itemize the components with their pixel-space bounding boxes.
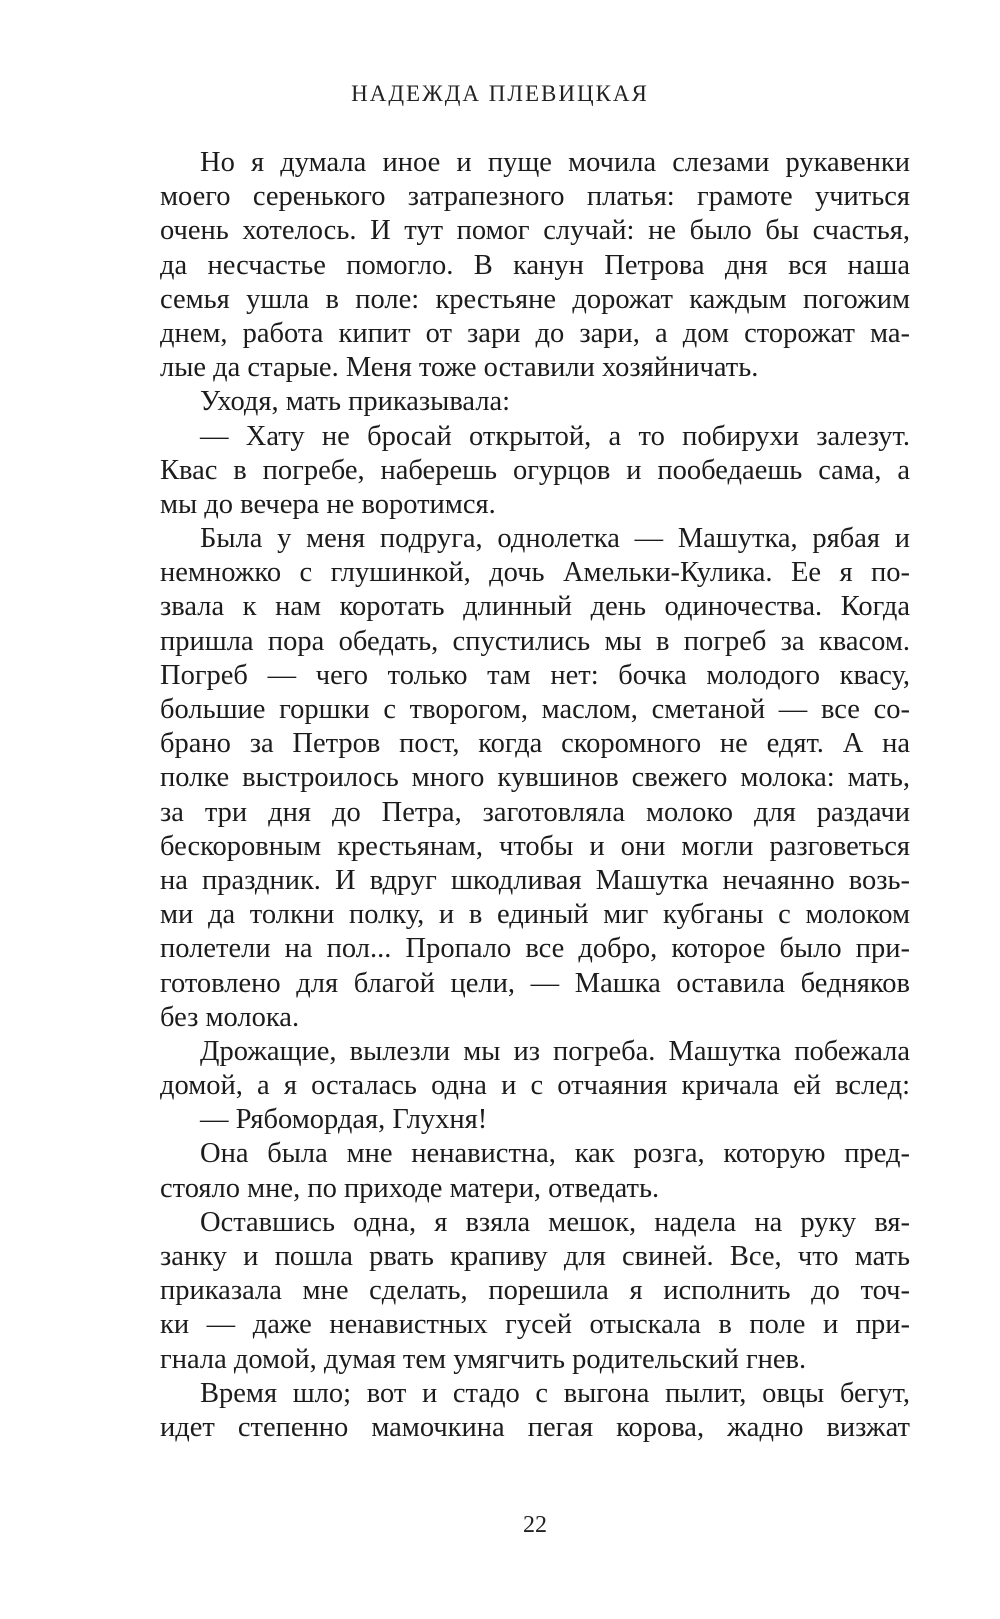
text-line: Время шло; вот и стадо с выгона пылит, овцы бегут, (200, 1377, 910, 1409)
text-line: пришла пора обедать, спустились мы в погреб за квасом. (160, 625, 910, 657)
text-line: идет степенно мамочкина пегая корова, жадно визжат (160, 1411, 910, 1443)
text-line: полке выстроилось много кувшинов свежего молока: мать, (160, 762, 910, 794)
text-line: полетели на пол... Пропало все добро, которое было при- (160, 933, 910, 965)
text-line: Оставшись одна, я взяла мешок, надела на руку вя- (200, 1206, 910, 1238)
text-line: Но я думала иное и пуще мочила слезами рукавенки (200, 147, 910, 178)
text-line: готовлено для благой цели, — Машка оставила бедняков (160, 967, 910, 999)
text-line: — Хату не бросай открытой, а то побирухи залезут. (200, 420, 910, 452)
text-line: звала к нам коротать длинный день одиночества. Когда (160, 591, 910, 623)
page-number: 22 (523, 1512, 547, 1538)
text-line: большие горшки с творогом, маслом, сметаной — все со- (160, 694, 910, 725)
text-line: брано за Петров пост, когда скоромного не едят. А на (160, 728, 910, 760)
text-line: ми да толкни полку, и в единый миг кубганы с молоком (160, 899, 910, 931)
text-line: моего серенького затрапезного платья: грамоте учиться (160, 181, 910, 213)
text-line: очень хотелось. И тут помог случай: не было бы счастья, (160, 215, 910, 247)
text-line: Квас в погребе, наберешь огурцов и пообедаешь сама, а (160, 454, 910, 486)
text-line: гнала домой, думая тем умягчить родительский гнев. (160, 1343, 807, 1375)
text-line: немножко с глушинкой, дочь Амельки-Кулика. Ее я по- (160, 557, 910, 589)
text-line: Дрожащие, вылезли мы из погреба. Машутка побежала (200, 1035, 910, 1067)
text-line: Она была мне ненавистна, как розга, которую пред- (200, 1138, 910, 1170)
text-line: Была у меня подруга, однолетка — Машутка, рябая и (200, 523, 910, 555)
text-line: стояло мне, по приходе матери, отведать. (160, 1172, 660, 1204)
text-line: приказала мне сделать, порешила я исполнить до точ- (160, 1275, 910, 1307)
text-line: — Рябомордая, Глухня! (200, 1104, 488, 1136)
text-line: лые да старые. Меня тоже оставили хозяйничать. (160, 352, 759, 384)
text-line: домой, а я осталась одна и с отчаяния кричала ей вслед: (160, 1070, 910, 1102)
text-line: Погреб — чего только там нет: бочка молодого квасу, (160, 659, 910, 691)
text-line: без молока. (160, 1001, 300, 1033)
text-line: ки — даже ненавистных гусей отыскала в поле и при- (160, 1309, 910, 1341)
text-line: Уходя, мать приказывала: (200, 386, 511, 418)
text-line: мы до вечера не воротимся. (160, 488, 496, 520)
text-line: на праздник. И вдруг шкодливая Машутка нечаянно возь- (160, 864, 910, 896)
body-text (160, 146, 910, 1445)
text-line: днем, работа кипит от зари до зари, а дом сторожат ма- (160, 317, 910, 349)
running-head: НАДЕЖДА ПЛЕВИЦКАЯ (351, 81, 649, 106)
text-line: семья ушла в поле: крестьяне дорожат каждым погожим (160, 283, 910, 315)
text-line: занку и пошла рвать крапиву для свиней. Все, что мать (160, 1241, 910, 1272)
text-line: да несчастье помогло. В канун Петрова дня вся наша (160, 249, 910, 281)
text-line: бескоровным крестьянам, чтобы и они могли разговеться (160, 830, 910, 862)
text-line: за три дня до Петра, заготовляла молоко для раздачи (160, 796, 910, 828)
